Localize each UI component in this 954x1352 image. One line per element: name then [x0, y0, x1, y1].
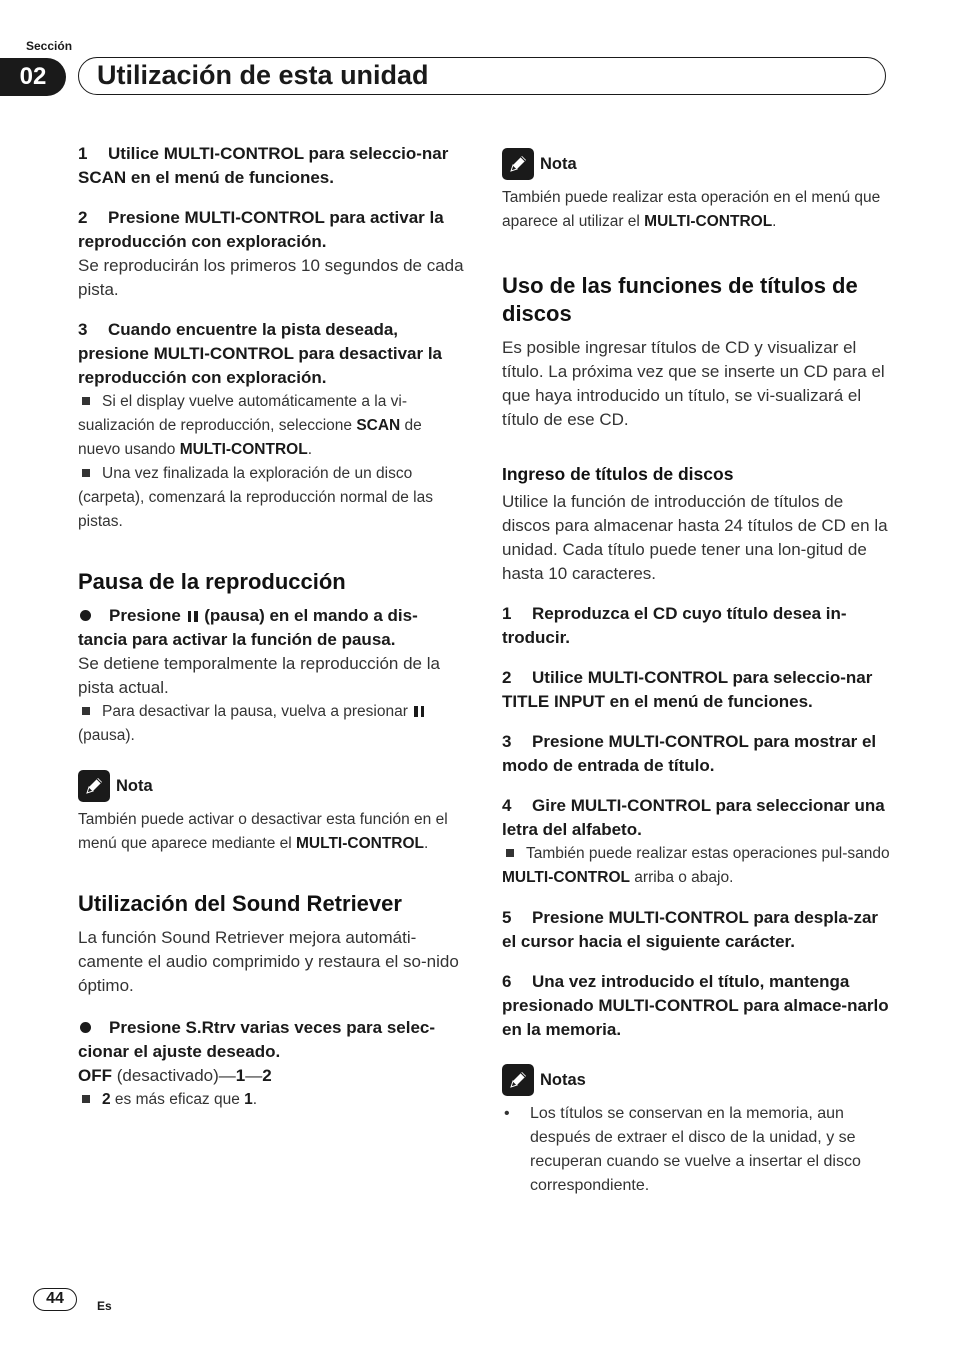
note-2-header: Nota — [502, 148, 890, 180]
page-number: 44 — [33, 1288, 77, 1311]
pause-icon — [414, 706, 424, 717]
pause-body: Se detiene temporalmente la reproducción de la pista actual. — [78, 654, 440, 697]
step-3-bullet-1: Si el display vuelve automáticamente a la vi-sualización de reproducción, seleccione SCAN de nuevo usando MULTI-CONTROL. — [78, 393, 422, 458]
pause-icon — [188, 611, 198, 622]
r-step-5: 5 Presione MULTI-CONTROL para despla-zar el cursor hacia el siguiente carácter. — [502, 908, 879, 951]
pause-step: Presione (pausa) en el mando a dis-tancia para activar la función de pausa. — [78, 606, 418, 649]
round-bullet-icon — [80, 1022, 91, 1033]
page-title: Utilización de esta unidad — [78, 57, 886, 95]
sound-retriever-bullet: 2 es más eficaz que 1. — [78, 1088, 466, 1112]
r-step-2: 2 Utilice MULTI-CONTROL para seleccio-nar TITLE INPUT en el menú de funciones. — [502, 668, 873, 711]
language-code: Es — [97, 1299, 112, 1313]
pause-bullet: Para desactivar la pausa, vuelva a presionar (pausa). — [78, 700, 466, 748]
step-2: 2 Presione MULTI-CONTROL para activar la reproducción con exploración. — [78, 208, 444, 251]
note-1-text: También puede activar o desactivar esta función en el menú que aparece mediante el MULTI-CONTROL. — [78, 811, 448, 852]
round-bullet-icon — [80, 610, 91, 621]
note-pencil-icon — [502, 1064, 534, 1096]
square-bullet-icon — [82, 469, 90, 477]
step-1: 1 Utilice MULTI-CONTROL para seleccio-nar SCAN en el menú de funciones. — [78, 144, 449, 187]
step-2-body: Se reproducirán los primeros 10 segundos de cada pista. — [78, 256, 464, 299]
left-column — [78, 142, 466, 1112]
r-step-3: 3 Presione MULTI-CONTROL para mostrar el modo de entrada de título. — [502, 732, 877, 775]
r-step-6: 6 Una vez introducido el título, mantenga presionado MULTI-CONTROL para almace-narlo en la memoria. — [502, 972, 889, 1039]
titles-body: Es posible ingresar títulos de CD y visualizar el título. La próxima vez que se inserte un CD para el que haya introducido un título, se vi-sualizará el título de ese CD. — [502, 338, 885, 429]
section-label: Sección — [26, 39, 73, 53]
input-heading: Ingreso de títulos de discos — [502, 464, 734, 484]
sound-retriever-step: Presione S.Rtrv varias veces para selec-cionar el ajuste deseado. — [78, 1018, 436, 1061]
note-2-text: También puede realizar esta operación en el menú que aparece al utilizar el MULTI-CONTROL. — [502, 189, 881, 230]
pause-heading: Pausa de la reproducción — [78, 569, 346, 594]
r-step-4-bullet: También puede realizar estas operaciones pul-sando MULTI-CONTROL arriba o abajo. — [502, 845, 890, 886]
sound-retriever-options: OFF (desactivado)—1—2 — [78, 1066, 272, 1085]
titles-heading: Uso de las funciones de títulos de discos — [502, 273, 858, 326]
input-body: Utilice la función de introducción de títulos de discos para almacenar hasta 24 títulos de CD en la unidad. Cada título puede tener una lon-gitud de hasta 10 caracteres. — [502, 492, 888, 583]
right-column — [502, 148, 890, 1198]
r-step-1: 1 Reproduzca el CD cuyo título desea in-troducir. — [502, 604, 847, 647]
step-3-bullet-2: Una vez finalizada la exploración de un disco (carpeta), comenzará la reproducción normal de las pistas. — [78, 465, 433, 530]
sound-retriever-heading: Utilización del Sound Retriever — [78, 891, 402, 916]
square-bullet-icon — [82, 707, 90, 715]
note-pencil-icon — [78, 770, 110, 802]
square-bullet-icon — [82, 1095, 90, 1103]
square-bullet-icon — [506, 849, 514, 857]
section-number: 02 — [0, 58, 66, 96]
notes-header: Notas — [502, 1064, 890, 1096]
note-1-header: Nota — [78, 770, 466, 802]
square-bullet-icon — [82, 397, 90, 405]
note-pencil-icon — [502, 148, 534, 180]
step-3: 3 Cuando encuentre la pista deseada, presione MULTI-CONTROL para desactivar la reproducción con exploración. — [78, 320, 443, 387]
notes-bullet: • Los títulos se conservan en la memoria, aun después de extraer el disco de la unidad, y se recuperan cuando se vuelve a insertar el disco correspondiente. — [504, 1105, 861, 1194]
r-step-4: 4 Gire MULTI-CONTROL para seleccionar una letra del alfabeto. — [502, 796, 885, 839]
sound-retriever-body: La función Sound Retriever mejora automáti-camente el audio comprimido y restaura el so-nido óptimo. — [78, 928, 459, 995]
